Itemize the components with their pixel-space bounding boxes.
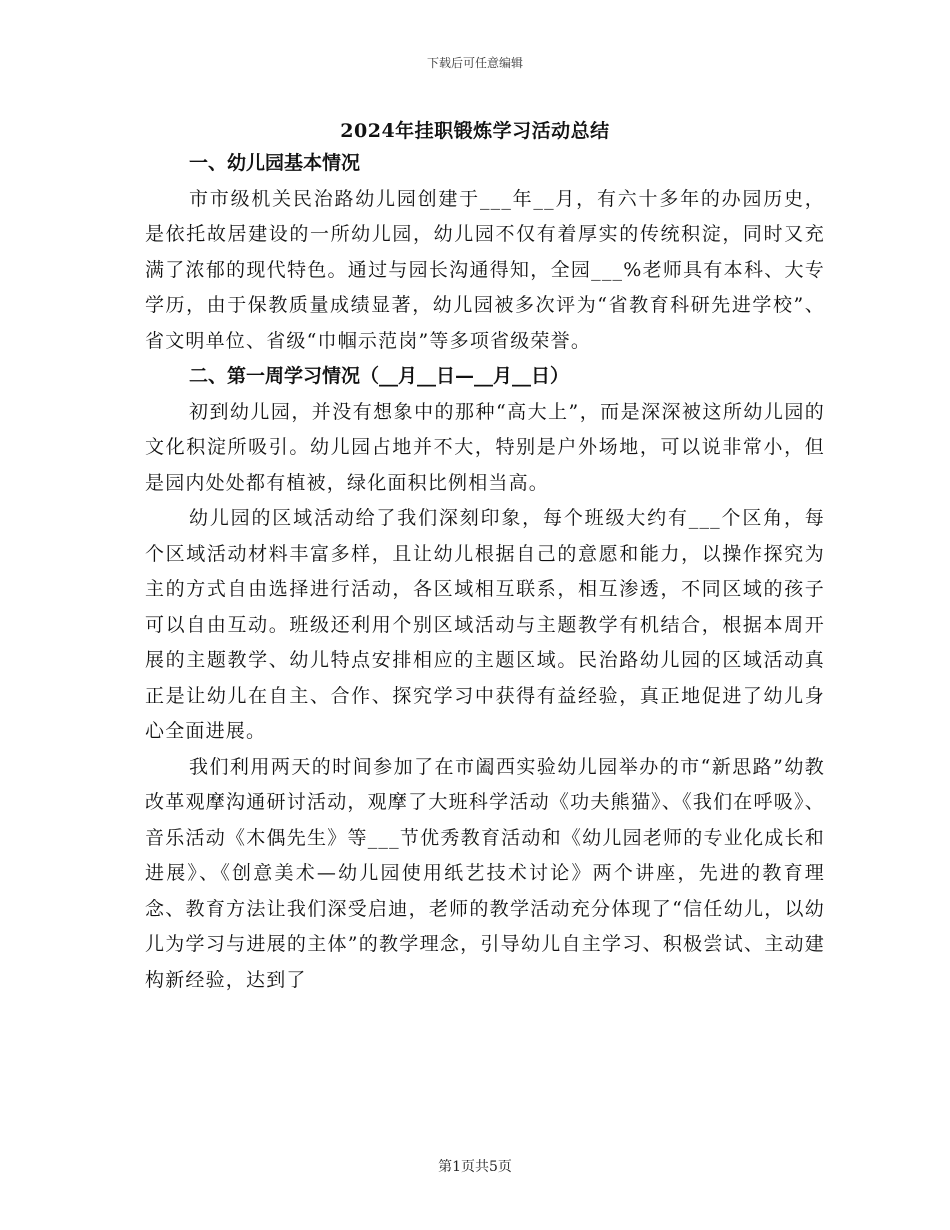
- paragraph: 市市级机关民治路幼儿园创建于___年__月，有六十多年的办园历史，是依托故居建设的一所幼儿园，幼儿园不仅有着厚实的传统积淀，同时又充满了浓郁的现代特色。通过与园长沟通得知，全园___%老师具有本科、大专学历，由于保教质量成绩显著，幼儿园被多次评为“省教育科研先进学校”、省文明单位、省级“巾帼示范岗”等多项省级荣誉。: [145, 187, 825, 352]
- page-footer: 第1页共5页: [438, 1159, 512, 1175]
- section-heading-week-one: 二、第一周学习情况（__月__日—__月__日）: [189, 365, 570, 387]
- document-body: [145, 146, 825, 998]
- header-note: 下载后可任意编辑: [426, 56, 523, 70]
- paragraph: 幼儿园的区域活动给了我们深刻印象，每个班级大约有___个区角，每个区域活动材料丰富多样，且让幼儿根据自己的意愿和能力，以操作探究为主的方式自由选择进行活动，各区域相互联系，相互渗透，不同区域的孩子可以自由互动。班级还利用个别区域活动与主题教学有机结合，根据本周开展的主题教学、幼儿特点安排相应的主题区域。民治路幼儿园的区域活动真正是让幼儿在自主、合作、探究学习中获得有益经验，真正地促进了幼儿身心全面进展。: [145, 507, 825, 742]
- paragraph: 我们利用两天的时间参加了在市阖西实验幼儿园举办的市“新思路”幼教改革观摩沟通研讨活动，观摩了大班科学活动《功夫熊猫》、《我们在呼吸》、音乐活动《木偶先生》等___节优秀教育活动和《幼儿园老师的专业化成长和进展》、《创意美术—幼儿园使用纸艺技术讨论》两个讲座，先进的教育理念、教育方法让我们深受启迪，老师的教学活动充分体现了“信任幼儿，以幼儿为学习与进展的主体”的教学理念，引导幼儿自主学习、积极尝试、主动建构新经验，达到了: [145, 755, 825, 991]
- paragraph: 初到幼儿园，并没有想象中的那种“高大上”，而是深深被这所幼儿园的文化积淀所吸引。幼儿园占地并不大，特别是户外场地，可以说非常小，但是园内处处都有植被，绿化面积比例相当高。: [145, 400, 825, 494]
- section-heading-basic-info: 一、幼儿园基本情况: [189, 152, 361, 174]
- document-title: 2024年挂职锻炼学习活动总结: [340, 120, 610, 142]
